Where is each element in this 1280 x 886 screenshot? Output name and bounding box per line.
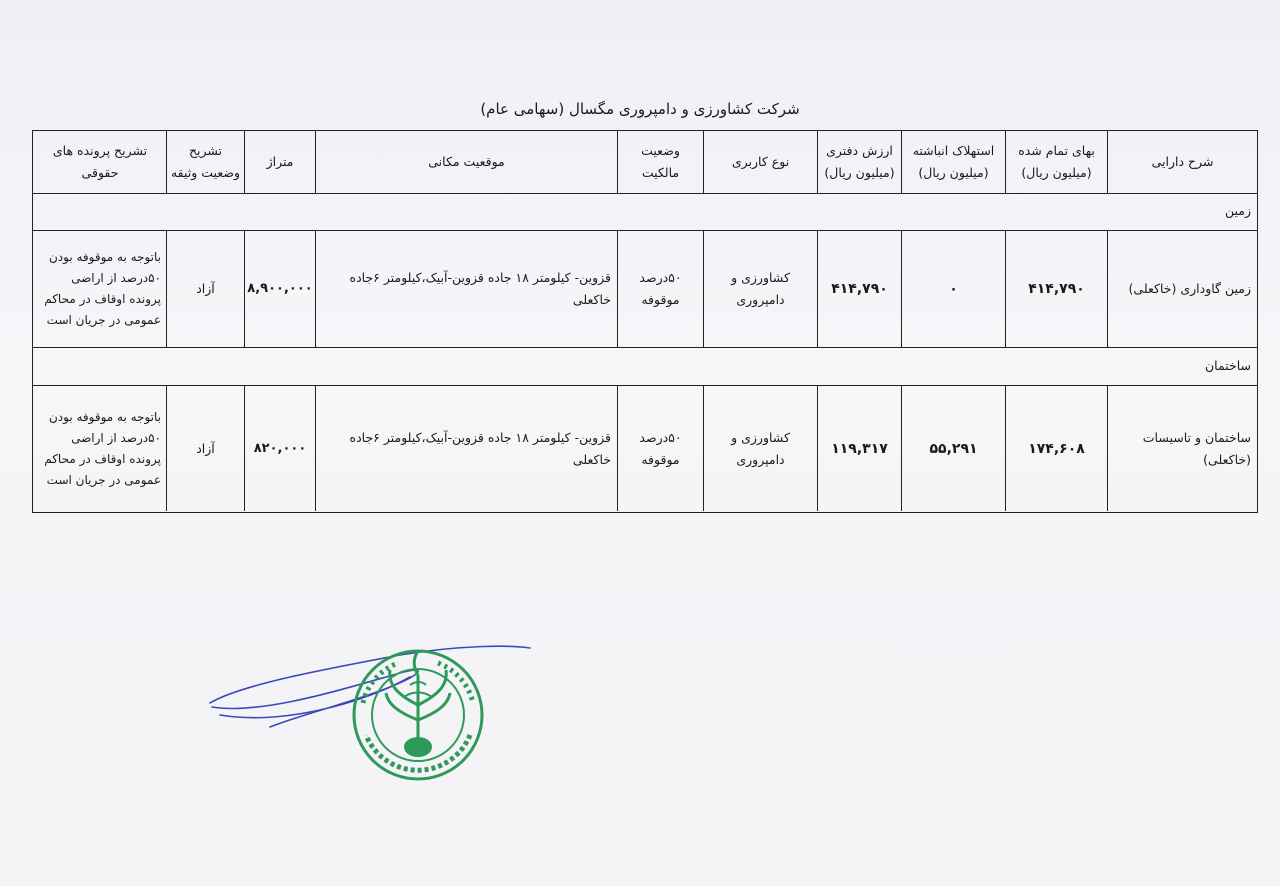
seal-plant-icon: [386, 651, 450, 745]
cell-depreciation: ۵۵,۲۹۱: [901, 386, 1005, 511]
cell-book-value: ۴۱۴,۷۹۰: [817, 231, 901, 347]
table-row: [33, 386, 1257, 511]
cell-collateral: آزاد: [166, 386, 244, 511]
cell-area: ۸,۹۰۰,۰۰۰: [244, 231, 315, 347]
cell-legal: باتوجه به موقوفه بودن ۵۰درصد از اراضی پرونده اوقاف در محاکم عمومی در جریان است: [44, 250, 161, 327]
header-cost: بهای تمام شده (میلیون ریال): [1005, 131, 1107, 193]
header-depreciation: استهلاک انباشته (میلیون ریال): [901, 131, 1005, 193]
cell-location: قزوین- کیلومتر ۱۸ جاده قزوین-آبیک،کیلومتر ۶جاده خاکعلی: [315, 386, 617, 511]
header-collateral: تشریح وضعیت وثیقه: [166, 131, 244, 193]
cell-area: ۸۲۰,۰۰۰: [244, 386, 315, 511]
cell-usage: کشاورزی و دامپروری: [703, 231, 817, 347]
section-land: زمین: [33, 193, 1257, 231]
cell-ownership: ۵۰درصد موقوفه: [617, 231, 703, 347]
section-building: ساختمان: [33, 348, 1257, 386]
cell-book-value: ۱۱۹,۳۱۷: [817, 386, 901, 511]
table-header-row: [33, 131, 1257, 194]
cell-cost: ۴۱۴,۷۹۰: [1005, 231, 1107, 347]
header-location: موقعیت مکانی: [315, 131, 617, 193]
cell-cost: ۱۷۴,۶۰۸: [1005, 386, 1107, 511]
cell-ownership: ۵۰درصد موقوفه: [617, 386, 703, 511]
cell-depreciation: ۰: [901, 231, 1005, 347]
header-ownership: وضعیت مالکیت: [617, 131, 703, 193]
asset-table: [32, 130, 1258, 513]
header-area: متراژ: [244, 131, 315, 193]
cell-usage: کشاورزی و دامپروری: [703, 386, 817, 511]
header-legal: تشریح پرونده های حقوقی: [52, 143, 148, 180]
cell-collateral: آزاد: [166, 231, 244, 347]
header-usage: نوع کاربری: [703, 131, 817, 193]
document-title: شرکت کشاورزی و دامپروری مگسال (سهامی عام): [480, 100, 800, 118]
header-asset: شرح دارایی: [1107, 131, 1257, 193]
table-row: [33, 231, 1257, 348]
company-seal: [200, 615, 540, 785]
header-book-value: ارزش دفتری (میلیون ریال): [817, 131, 901, 193]
cell-asset: ساختمان و تاسیسات (خاکعلی): [1107, 386, 1257, 511]
cell-location: قزوین- کیلومتر ۱۸ جاده قزوین-آبیک،کیلومتر ۶جاده خاکعلی: [315, 231, 617, 347]
cell-asset: زمین گاوداری (خاکعلی): [1107, 231, 1257, 347]
cell-legal: باتوجه به موقوفه بودن ۵۰درصد از اراضی پرونده اوقاف در محاکم عمومی در جریان است: [44, 409, 161, 487]
